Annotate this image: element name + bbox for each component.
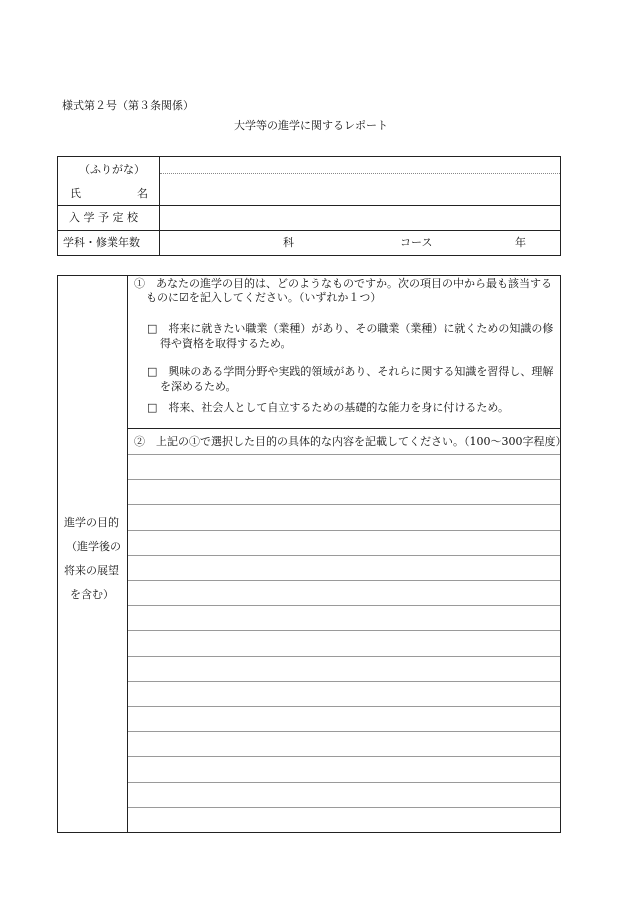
writing-line (128, 731, 560, 732)
option-independence-line-1: □ 将来、社会人として自立するための基礎的な能力を身に付けるため。 (147, 401, 509, 414)
writing-line (128, 782, 560, 783)
question-1-line-2: ものに☑を記入してください。（いずれか１つ） (146, 291, 382, 304)
option-academic-checkbox[interactable] (147, 365, 553, 395)
option-academic-line-2: を深めるため。 (160, 379, 237, 393)
option-independence-checkbox[interactable] (147, 401, 509, 416)
option-career-checkbox[interactable] (147, 322, 553, 352)
writing-line (128, 605, 560, 606)
writing-line (128, 454, 560, 455)
purpose-side-label-1: 進学の目的 (64, 516, 119, 529)
writing-line (128, 681, 560, 682)
writing-line (128, 555, 560, 556)
name-field[interactable] (160, 174, 560, 204)
writing-line (128, 630, 560, 631)
writing-line (128, 479, 560, 480)
purpose-side-label-4: を含む） (70, 588, 114, 601)
option-academic-line-1: □ 興味のある学問分野や実践的領域があり、それらに関する知識を習得し、理解 (147, 365, 554, 378)
form-number: 様式第２号（第３条関係） (62, 99, 194, 112)
option-career-line-2: 得や資格を取得するため。 (160, 336, 292, 350)
writing-line (128, 706, 560, 707)
writing-line (128, 530, 560, 531)
purpose-side-label-2: （進学後の (66, 540, 121, 553)
writing-line (128, 807, 560, 808)
furigana-label: （ふりがな） (79, 163, 145, 176)
dept-unit-ka: 科 (283, 236, 294, 249)
dept-unit-years: 年 (515, 236, 526, 249)
purpose-side-label-3: 将来の展望 (64, 564, 119, 577)
question-2-text: ② 上記の①で選択した目的の具体的な内容を記載してください。（100～300字程度） (134, 435, 567, 448)
department-field[interactable] (160, 231, 560, 255)
dept-unit-course: コース (400, 236, 433, 249)
option-career-line-1: □ 将来に就きたい職業（業種）があり、その職業（業種）に就くための知識の修 (147, 322, 554, 335)
name-label-second: 名 (137, 187, 148, 200)
question-1-line-1: ① あなたの進学の目的は、どのようなものですか。次の項目の中から最も該当する (134, 277, 552, 290)
name-label-first: 氏 (70, 187, 81, 200)
writing-line (128, 656, 560, 657)
writing-line (128, 756, 560, 757)
writing-line (128, 504, 560, 505)
school-field[interactable] (160, 206, 560, 230)
department-label: 学科・修業年数 (63, 236, 140, 249)
school-label: 入 学 予 定 校 (69, 211, 138, 224)
form-title: 大学等の進学に関するレポート (234, 119, 388, 132)
writing-line (128, 580, 560, 581)
